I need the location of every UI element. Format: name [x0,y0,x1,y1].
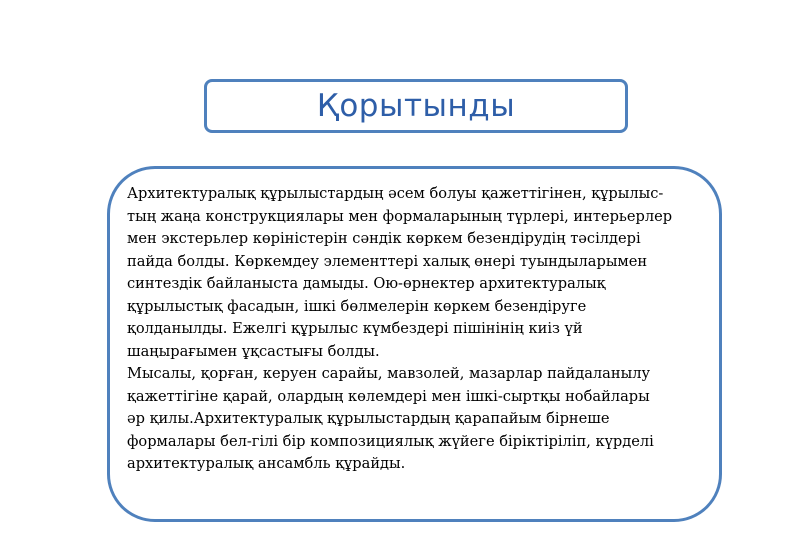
body-line: мен экстерьлер көріністерін сәндік көркем безендірудің тәсілдері [127,230,641,247]
body-line: Архитектуралық құрылыстардың әсем болуы қажеттігінен, құрылыс- [127,185,664,202]
body-text [127,183,717,476]
slide-title: Қорытынды [316,88,516,124]
body-line: тың жаңа конструкциялары мен формаларының түрлері, интерьерлер [127,207,673,225]
body-line: пайда болды. Көркемдеу элементтері халық өнері туындыларымен [127,252,648,270]
body-line: әр қилы.Архитектуралық құрылыстардың қарапайым бірнеше [127,410,610,427]
body-line: Мысалы, қорған, керуен сарайы, мавзолей, мазарлар пайдаланылу [127,365,651,382]
body-line: синтездік байланыста дамыды. Ою-өрнектер архитектуралық [127,275,606,292]
content-box [107,166,722,522]
body-line: формалары бел-гілі бір композициялық жүйеге біріктіріліп, күрделі [127,432,654,450]
body-line: архитектуралық ансамбль құрайды. [127,455,406,472]
body-line: қолданылды. Ежелгі құрылыс күмбездері пішінінің киіз үй [127,320,583,337]
body-line: шаңырағымен ұқсастығы болды. [127,342,380,360]
body-line: қажеттігіне қарай, олардың көлемдері мен ішкі-сыртқы нобайлары [127,387,650,405]
body-line: құрылыстық фасадын, ішкі бөлмелерін көркем безендіруге [127,297,587,315]
title-box [204,79,628,133]
